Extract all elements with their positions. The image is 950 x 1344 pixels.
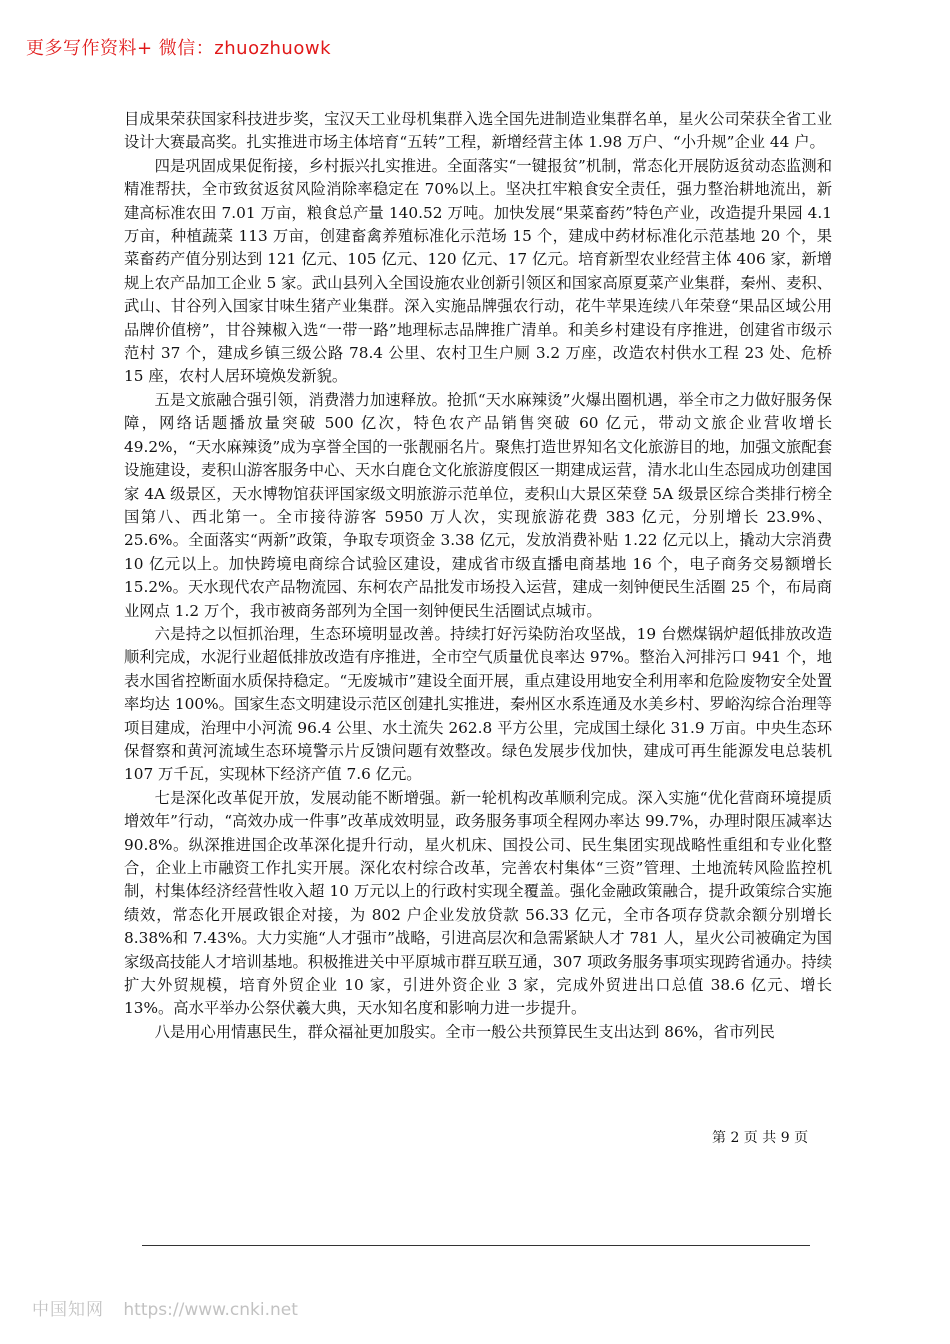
promo-banner: 更多写作资料+ 微信：zhuozhuowk [26,38,332,59]
document-body [124,108,832,1044]
paragraph-livelihood: 八是用心用情惠民生，群众福祉更加殷实。全市一般公共预算民生支出达到 86%，省市列民 [154,1022,775,1041]
watermark-site-name: 中国知网 [32,1300,104,1320]
watermark-url: https://www.cnki.net [123,1300,298,1320]
paragraph-rural-revitalization: 四是巩固成果促衔接，乡村振兴扎实推进。全面落实“一键报贫”机制，常态化开展防返贫动态监测和精准帮扶，全市致贫返贫风险消除率稳定在 70%以上。坚决扛牢粮食安全责任，强力整治耕地流出，新建高标准农田 7.01 万亩，粮食总产量 140.52 万吨。加快发展“果菜畜药”特色产业，改造提升果园 4.1 万亩，种植蔬菜 113 万亩，创建畜禽养殖标准化示范场 15 个，建成中药材标准化示范基地 20 个，果菜畜药产值分别达到 121 亿元、105 亿元、120 亿元、17 亿元。培育新型农业经营主体 406 家，新增规上农产品加工企业 5 家。武山县列入全国设施农业创新引领区和国家高原夏菜产业集群，秦州、麦积、武山、甘谷列入国家甘味生猪产业集群。深入实施品牌强农行动，花牛苹果连续八年荣登“果品区域公用品牌价值榜”，甘谷辣椒入选“一带一路”地理标志品牌推广清单。和美乡村建设有序推进，创建省市级示范村 37 个，建成乡镇三级公路 78.4 公里、农村卫生户厕 3.2 万座，改造农村供水工程 23 处、危桥 15 座，农村人居环境焕发新貌。 [124,156,832,386]
paragraph-continuation: 目成果荣获国家科技进步奖，宝汉天工业母机集群入选全国先进制造业集群名单，星火公司荣获全省工业设计大赛最高奖。扎实推进市场主体培育“五转”工程，新增经营主体 1.98 万户、“小升规”企业 44 户。 [124,110,832,152]
paragraph-reform-opening: 七是深化改革促开放，发展动能不断增强。新一轮机构改革顺利完成。深入实施“优化营商环境提质增效年”行动，“高效办成一件事”改革成效明显，政务服务事项全程网办率达 99.7%，办理时限压减率达 90.8%。纵深推进国企改革深化提升行动，星火机床、国投公司、民生集团实现战略性重组和专业化整合，企业上市融资工作扎实开展。深化农村综合改革，完善农村集体“三资”管理、土地流转风险监控机制，村集体经济经营性收入超 10 万元以上的行政村实现全覆盖。强化金融政策融合，提升政策综合实施绩效，常态化开展政银企对接，为 802 户企业发放贷款 56.33 亿元，全市各项存贷款余额分别增长 8.38%和 7.43%。大力实施“人才强市”战略，引进高层次和急需紧缺人才 781 人，星火公司被确定为国家级高技能人才培训基地。积极推进关中平原城市群互联互通，307 项政务服务事项实现跨省通办。持续扩大外贸规模，培育外贸企业 10 家，引进外资企业 3 家，完成外贸进出口总值 38.6 亿元、增长 13%。高水平举办公祭伏羲大典，天水知名度和影响力进一步提升。 [124,788,832,1018]
cnki-watermark [32,1295,298,1320]
paragraph-ecology: 六是持之以恒抓治理，生态环境明显改善。持续打好污染防治攻坚战，19 台燃煤锅炉超低排放改造顺利完成，水泥行业超低排放改造有序推进，全市空气质量优良率达 97%。整治入河排污口 941 个，地表水国省控断面水质保持稳定。“无废城市”建设全面开展，重点建设用地安全利用率和危险废物安全处置率均达 100%。国家生态文明建设示范区创建扎实推进，秦州区水系连通及水美乡村、罗峪沟综合治理等项目建成，治理中小河流 96.4 公里、水土流失 262.8 平方公里，完成国土绿化 31.9 万亩。中央生态环保督察和黄河流域生态环境警示片反馈问题有效整改。绿色发展步伐加快，建成可再生能源发电总装机 107 万千瓦，实现林下经济产值 7.6 亿元。 [124,624,832,784]
page-number: 第 2 页 共 9 页 [712,1130,809,1146]
paragraph-culture-tourism: 五是文旅融合强引领，消费潜力加速释放。抢抓“天水麻辣烫”火爆出圈机遇，举全市之力做好服务保障，网络话题播放量突破 500 亿次，特色农产品销售突破 60 亿元，带动文旅企业营收增长 49.2%，“天水麻辣烫”成为享誉全国的一张靓丽名片。聚焦打造世界知名文化旅游目的地，加强文旅配套设施建设，麦积山游客服务中心、天水白鹿仓文化旅游度假区一期建成运营，清水北山生态园成功创建国家 4A 级景区，天水博物馆获评国家级文明旅游示范单位，麦积山大景区荣登 5A 级景区综合类排行榜全国第八、西北第一。全市接待游客 5950 万人次，实现旅游花费 383 亿元，分别增长 23.9%、25.6%。全面落实“两新”政策，争取专项资金 3.38 亿元，发放消费补贴 1.22 亿元以上，撬动大宗消费 10 亿元以上。加快跨境电商综合试验区建设，建成省市级直播电商基地 16 个，电子商务交易额增长 15.2%。天水现代农产品物流园、东柯农产品批发市场投入运营，建成一刻钟便民生活圈 25 个，布局商业网点 1.2 万个，我市被商务部列为全国一刻钟便民生活圈试点城市。 [124,390,832,620]
footer-divider [142,1245,810,1246]
